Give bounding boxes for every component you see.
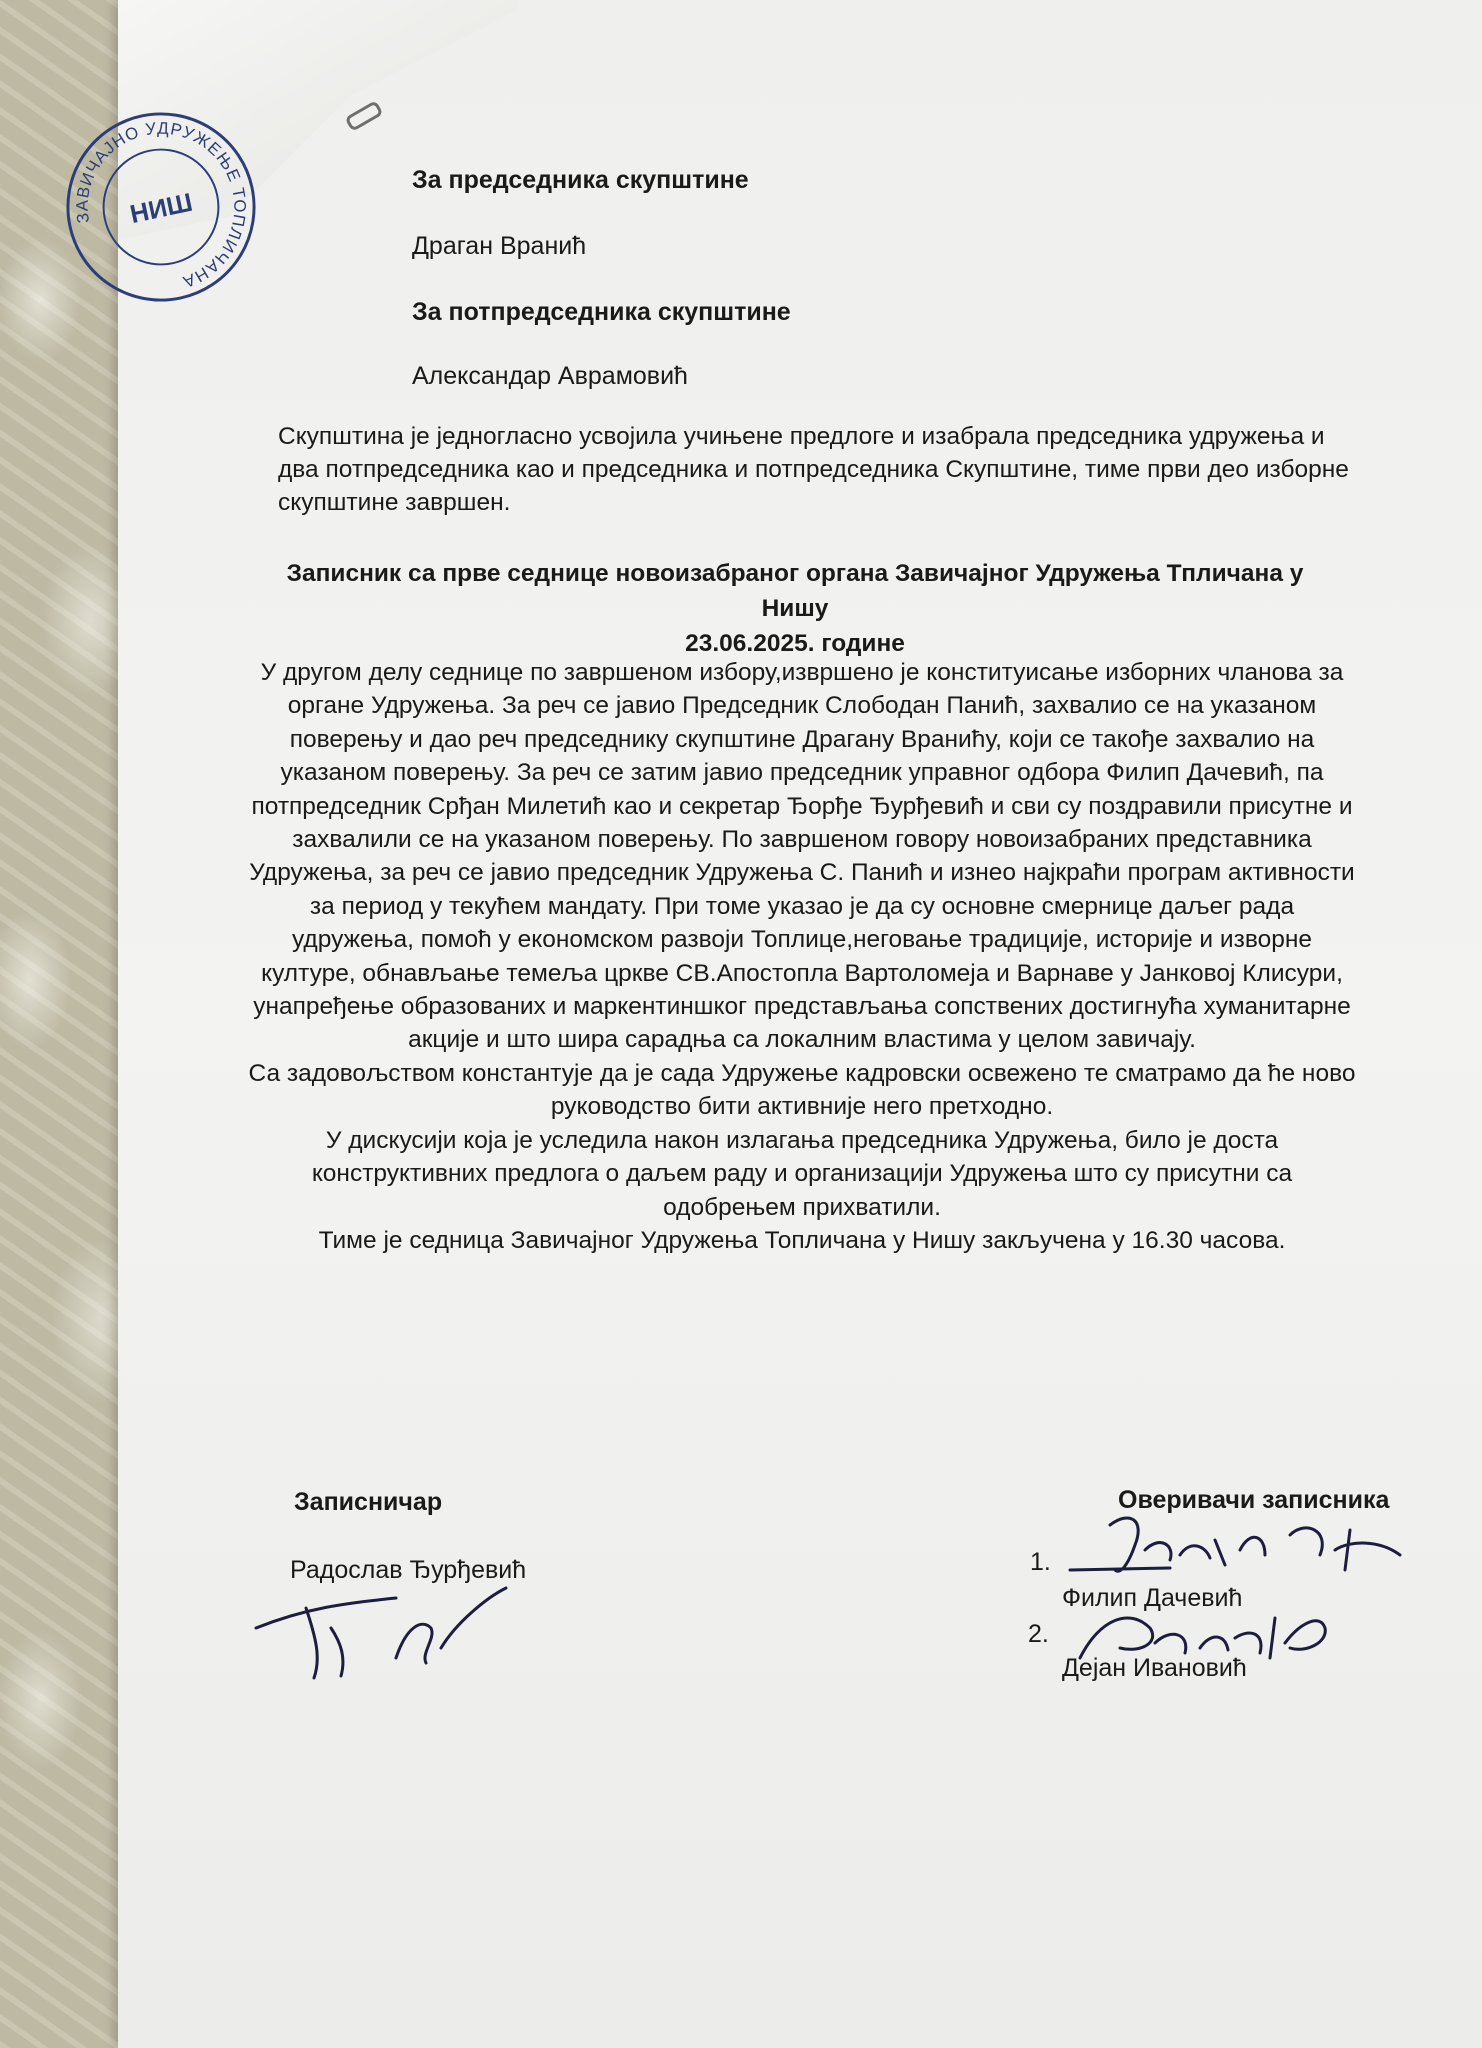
intro-paragraph: Скупштина је једногласно усвојила учињене предлоге и изабрала председника удружења и два потпредседника као и председника и потпредседника Скупштине, тиме први део изборне скупштине завршен. [278, 423, 1349, 516]
vice-label: За потпредседника скупштине [412, 298, 791, 326]
recorder-label: Записничар [294, 1488, 443, 1516]
title-line-1: Записник са прве седнице новоизабраног органа Завичајног Удружења Тпличана у Нишу [286, 560, 1304, 622]
stamp-ring-text: ЗАВИЧАЈНО УДРУЖЕЊЕ ТОПЛИЧАНА [72, 118, 250, 292]
verifier-1-number: 1. [1030, 1548, 1051, 1576]
body-paragraph-2: Са задовољством константује да је сада Удружење кадровски освежено те сматрамо да ће ново руководство бити активније него претходно. [248, 1059, 1356, 1121]
verifier-2-number: 2. [1028, 1620, 1049, 1648]
president-name: Драган Вранић [412, 232, 587, 260]
association-stamp [44, 90, 279, 325]
minutes-title [250, 556, 1340, 661]
body-paragraph-3: У дискусији која је уследила након излагања председника Удружења, било је доста конструктивних предлога о даљем раду и организацији Удружења што су присутни са одобрењем прихватили. [311, 1126, 1293, 1221]
staple [344, 100, 383, 132]
minutes-body [246, 656, 1358, 1257]
verifier-2-name: Дејан Ивановић [1062, 1654, 1247, 1682]
verifier-1-name: Филип Дачевић [1062, 1584, 1243, 1612]
verifiers-label: Оверивачи записника [1118, 1486, 1390, 1514]
body-paragraph-1: У другом делу седнице по завршеном избору,извршено је конституисање изборних чланова за органе Удружења. За реч се јавио Председник Слободан Панић, захвалио се на указаном поверењу и дао реч председнику скупштине Драгану Вранићу, који се такође захвалио на указаном поверењу. За реч се затим јавио председник управног одбора Филип Дачевић, па потпредседник Срђан Милетић као и секретар Ђорђе Ђурђевић и сви су поздравили присутне и захвалили се на указаном поверењу. По завршеном говору новоизабраних представника Удружења, за реч се јавио председник Удружења С. Панић и изнео најкраћи програм активности за период у текућем мандату. При томе указао је да су основне смернице даљег рада удружења, помоћ у економском развоји Топлице,неговање традиције, историје и изворне културе, обнављање темеља цркве СВ.Апостопла Вартоломеја и Варнаве у Јанковој Клисури, унапређење образованих и маркентиншког представљања сопствених достигнућа хуманитарне акције и што шира сарадња са локалним властима у целом завичају. [249, 659, 1355, 1054]
vice-name: Александар Аврамовић [412, 362, 688, 390]
body-paragraph-4: Тиме је седница Завичајног Удружења Топличана у Нишу закључена у 16.30 часова. [318, 1226, 1286, 1254]
recorder-signature [246, 1568, 526, 1688]
recorder-name: Радослав Ђурђевић [290, 1556, 527, 1584]
verifier-1-signature [1050, 1500, 1430, 1590]
stamp-center-text: НИШ [127, 188, 196, 230]
president-label: За председника скупштине [412, 166, 749, 194]
title-date: 23.06.2025. године [685, 630, 905, 657]
